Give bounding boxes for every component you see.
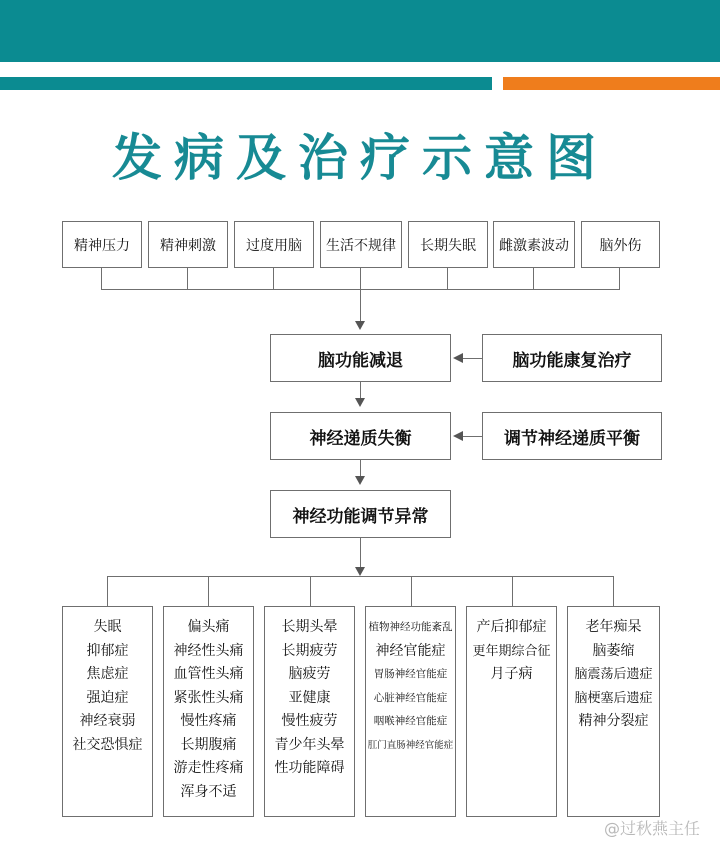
symptom-item: 脑萎缩 — [592, 642, 635, 659]
orange-stripe — [503, 77, 720, 90]
symptom-item: 血管性头痛 — [173, 666, 244, 682]
symptom-item: 浑身不适 — [180, 783, 237, 800]
left-arrow-icon — [453, 353, 463, 363]
cause-box: 雌激素波动 — [493, 221, 575, 268]
connector-line — [208, 576, 209, 606]
cause-box: 精神刺激 — [148, 221, 228, 268]
down-arrow-icon — [355, 398, 365, 407]
connector-line — [533, 268, 534, 290]
symptom-item: 产后抑郁症 — [476, 619, 547, 635]
down-arrow-icon — [355, 321, 365, 330]
symptom-item: 神经官能症 — [375, 642, 446, 659]
connector-line — [273, 268, 274, 290]
symptom-item: 长期腹痛 — [180, 736, 237, 753]
symptom-item: 慢性疲劳 — [281, 713, 338, 729]
connector-line — [512, 576, 513, 606]
symptom-item: 性功能障碍 — [274, 760, 345, 776]
connector-line — [101, 268, 102, 290]
symptom-item: 紧张性头痛 — [173, 689, 244, 706]
cause-box: 过度用脑 — [234, 221, 314, 268]
symptom-item: 脑疲劳 — [288, 666, 331, 682]
connector-line — [360, 460, 361, 477]
connector-line — [360, 268, 361, 290]
symptom-item: 胃肠神经官能症 — [373, 668, 448, 680]
watermark: @过秋燕主任 — [604, 819, 701, 838]
symptom-item: 焦虑症 — [86, 666, 129, 682]
teal-stripe — [0, 77, 492, 90]
symptom-item: 精神分裂症 — [578, 713, 649, 729]
symptom-group-neurosis — [365, 606, 456, 817]
cause-box: 脑外伤 — [581, 221, 660, 268]
symptom-item: 偏头痛 — [187, 619, 230, 635]
symptom-group-degenerative — [567, 606, 660, 817]
symptom-item: 老年痴呆 — [585, 619, 642, 635]
symptom-item: 青少年头晕 — [274, 736, 345, 753]
diagram-title: 发病及治疗示意图 — [112, 129, 608, 187]
symptom-item: 长期疲劳 — [281, 642, 338, 659]
down-arrow-icon — [355, 476, 365, 485]
symptom-item: 神经性头痛 — [173, 642, 244, 659]
header-teal-band — [0, 0, 720, 62]
cause-box: 精神压力 — [62, 221, 142, 268]
symptom-item: 月子病 — [490, 666, 533, 682]
left-arrow-icon — [453, 431, 463, 441]
step-brain-decline: 脑功能减退 — [270, 334, 451, 382]
symptom-item: 亚健康 — [288, 689, 331, 706]
connector-line — [187, 268, 188, 290]
symptom-item: 慢性疼痛 — [180, 713, 237, 729]
connector-line — [107, 576, 108, 606]
symptom-group-fatigue — [264, 606, 355, 817]
symptom-group-emotional — [62, 606, 153, 817]
connector-line — [411, 576, 412, 606]
symptom-item: 游走性疼痛 — [173, 760, 244, 776]
connector-line — [463, 358, 482, 359]
symptom-item: 咽喉神经官能症 — [373, 715, 448, 727]
symptom-item: 神经衰弱 — [79, 713, 136, 729]
symptom-item: 社交恐惧症 — [72, 736, 143, 753]
symptom-item: 脑震荡后遗症 — [574, 667, 653, 682]
cause-box: 生活不规律 — [320, 221, 402, 268]
connector-line — [107, 576, 614, 577]
connector-line — [447, 268, 448, 290]
symptom-group-pain — [163, 606, 254, 817]
down-arrow-icon — [355, 567, 365, 576]
step-neurotransmitter-imbalance: 神经递质失衡 — [270, 412, 451, 460]
connector-line — [360, 289, 361, 322]
step-neural-regulation-abnormal: 神经功能调节异常 — [270, 490, 451, 538]
connector-line — [463, 436, 482, 437]
cause-box: 长期失眠 — [408, 221, 488, 268]
symptom-item: 植物神经功能紊乱 — [368, 621, 453, 633]
symptom-item: 心脏神经官能症 — [373, 691, 448, 704]
connector-line — [613, 576, 614, 606]
symptom-item: 更年期综合征 — [472, 643, 551, 659]
treatment-neurotransmitter-balance: 调节神经递质平衡 — [482, 412, 662, 460]
symptom-item: 抑郁症 — [86, 642, 129, 659]
connector-line — [310, 576, 311, 606]
symptom-group-hormonal — [466, 606, 557, 817]
connector-line — [360, 382, 361, 399]
treatment-brain-rehab: 脑功能康复治疗 — [482, 334, 662, 382]
symptom-item: 脑梗塞后遗症 — [574, 690, 653, 706]
symptom-item: 强迫症 — [86, 689, 129, 706]
connector-line — [360, 538, 361, 568]
connector-line — [619, 268, 620, 290]
symptom-item: 肛门直肠神经官能症 — [367, 739, 454, 751]
symptom-item: 失眠 — [93, 619, 122, 635]
symptom-item: 长期头晕 — [281, 619, 338, 635]
